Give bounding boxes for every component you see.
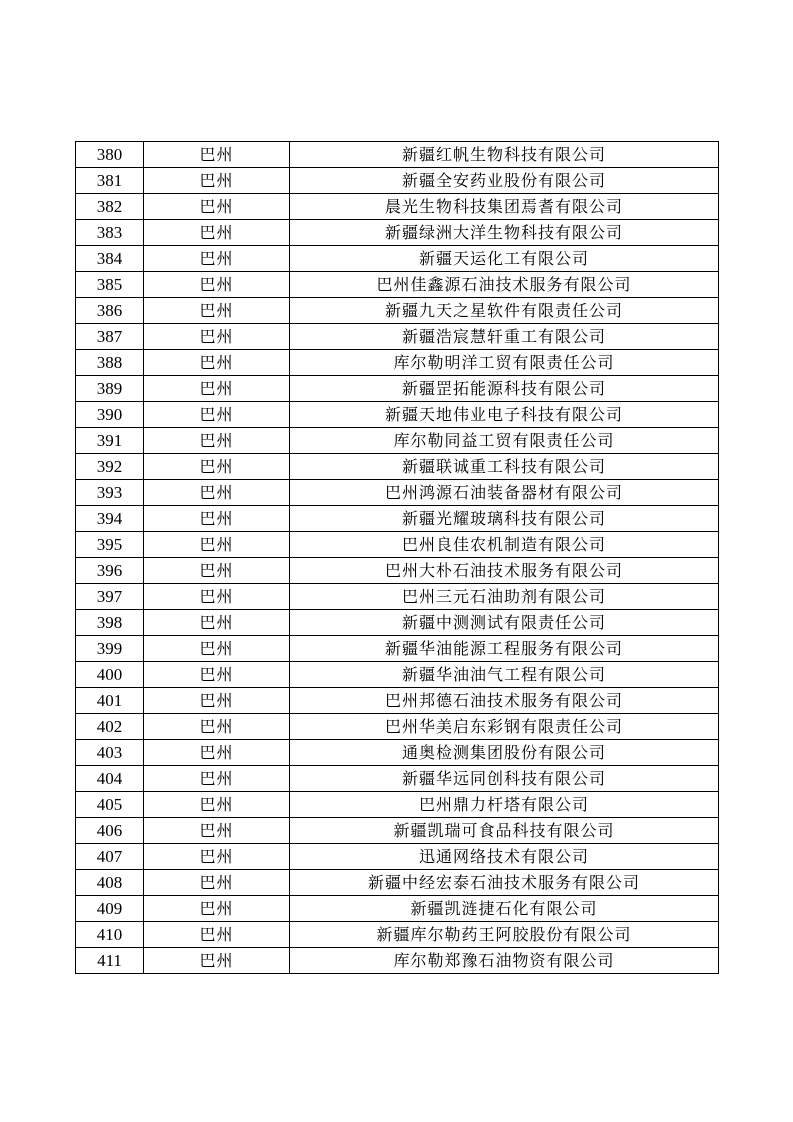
region-cell: 巴州 [144,922,290,948]
region-cell: 巴州 [144,636,290,662]
company-name-cell: 库尔勒郑豫石油物资有限公司 [290,948,719,974]
table-row [76,766,719,792]
region-cell: 巴州 [144,454,290,480]
row-number: 410 [76,922,144,948]
company-name-cell: 库尔勒同益工贸有限责任公司 [290,428,719,454]
row-number: 401 [76,688,144,714]
row-number: 384 [76,246,144,272]
row-number: 407 [76,844,144,870]
region-cell: 巴州 [144,246,290,272]
region-cell: 巴州 [144,740,290,766]
row-number: 387 [76,324,144,350]
region-cell: 巴州 [144,402,290,428]
table-body [76,142,719,974]
row-number: 383 [76,220,144,246]
row-number: 386 [76,298,144,324]
table-row [76,818,719,844]
table-row [76,220,719,246]
company-name-cell: 库尔勒明洋工贸有限责任公司 [290,350,719,376]
table-row [76,896,719,922]
table-row [76,610,719,636]
region-cell: 巴州 [144,480,290,506]
row-number: 403 [76,740,144,766]
company-list-table [75,141,719,974]
region-cell: 巴州 [144,558,290,584]
region-cell: 巴州 [144,818,290,844]
table-row [76,194,719,220]
row-number: 394 [76,506,144,532]
row-number: 381 [76,168,144,194]
row-number: 405 [76,792,144,818]
table-row [76,506,719,532]
region-cell: 巴州 [144,194,290,220]
company-name-cell: 新疆天地伟业电子科技有限公司 [290,402,719,428]
row-number: 402 [76,714,144,740]
region-cell: 巴州 [144,896,290,922]
table-row [76,636,719,662]
table-row [76,428,719,454]
company-name-cell: 巴州三元石油助剂有限公司 [290,584,719,610]
row-number: 388 [76,350,144,376]
company-name-cell: 新疆中测测试有限责任公司 [290,610,719,636]
company-name-cell: 巴州鼎力杆塔有限公司 [290,792,719,818]
row-number: 382 [76,194,144,220]
company-name-cell: 新疆红帆生物科技有限公司 [290,142,719,168]
region-cell: 巴州 [144,168,290,194]
table-row [76,844,719,870]
region-cell: 巴州 [144,532,290,558]
region-cell: 巴州 [144,584,290,610]
region-cell: 巴州 [144,220,290,246]
table-row [76,350,719,376]
row-number: 390 [76,402,144,428]
row-number: 392 [76,454,144,480]
row-number: 408 [76,870,144,896]
table-row [76,246,719,272]
table-row [76,168,719,194]
company-name-cell: 巴州佳鑫源石油技术服务有限公司 [290,272,719,298]
region-cell: 巴州 [144,428,290,454]
row-number: 385 [76,272,144,298]
table-row [76,714,719,740]
table-row [76,662,719,688]
company-name-cell: 新疆罡拓能源科技有限公司 [290,376,719,402]
region-cell: 巴州 [144,714,290,740]
company-name-cell: 通奥检测集团股份有限公司 [290,740,719,766]
row-number: 380 [76,142,144,168]
company-name-cell: 新疆浩宸慧轩重工有限公司 [290,324,719,350]
row-number: 389 [76,376,144,402]
company-name-cell: 巴州良佳农机制造有限公司 [290,532,719,558]
company-name-cell: 新疆光耀玻璃科技有限公司 [290,506,719,532]
company-name-cell: 新疆华远同创科技有限公司 [290,766,719,792]
table-row [76,922,719,948]
company-name-cell: 巴州华美启东彩钢有限责任公司 [290,714,719,740]
row-number: 411 [76,948,144,974]
company-name-cell: 新疆天运化工有限公司 [290,246,719,272]
table-row [76,480,719,506]
table-row [76,558,719,584]
table-row [76,948,719,974]
row-number: 406 [76,818,144,844]
region-cell: 巴州 [144,272,290,298]
table-row [76,584,719,610]
region-cell: 巴州 [144,142,290,168]
region-cell: 巴州 [144,792,290,818]
row-number: 393 [76,480,144,506]
row-number: 396 [76,558,144,584]
company-name-cell: 新疆全安药业股份有限公司 [290,168,719,194]
company-name-cell: 新疆中经宏泰石油技术服务有限公司 [290,870,719,896]
table-row [76,792,719,818]
region-cell: 巴州 [144,662,290,688]
region-cell: 巴州 [144,766,290,792]
company-name-cell: 新疆华油油气工程有限公司 [290,662,719,688]
row-number: 400 [76,662,144,688]
region-cell: 巴州 [144,688,290,714]
company-name-cell: 新疆库尔勒药王阿胶股份有限公司 [290,922,719,948]
region-cell: 巴州 [144,948,290,974]
table-row [76,532,719,558]
region-cell: 巴州 [144,324,290,350]
table-row [76,688,719,714]
region-cell: 巴州 [144,870,290,896]
row-number: 398 [76,610,144,636]
table-row [76,376,719,402]
row-number: 397 [76,584,144,610]
table-row [76,298,719,324]
table-row [76,402,719,428]
region-cell: 巴州 [144,610,290,636]
company-name-cell: 巴州鸿源石油装备器材有限公司 [290,480,719,506]
row-number: 399 [76,636,144,662]
region-cell: 巴州 [144,376,290,402]
region-cell: 巴州 [144,506,290,532]
table-row [76,272,719,298]
company-name-cell: 晨光生物科技集团焉耆有限公司 [290,194,719,220]
row-number: 395 [76,532,144,558]
table-row [76,142,719,168]
company-name-cell: 迅通网络技术有限公司 [290,844,719,870]
table-row [76,454,719,480]
row-number: 409 [76,896,144,922]
company-name-cell: 新疆凯瑞可食品科技有限公司 [290,818,719,844]
row-number: 391 [76,428,144,454]
region-cell: 巴州 [144,350,290,376]
company-name-cell: 新疆绿洲大洋生物科技有限公司 [290,220,719,246]
table-row [76,740,719,766]
region-cell: 巴州 [144,844,290,870]
company-name-cell: 新疆九天之星软件有限责任公司 [290,298,719,324]
company-name-cell: 新疆凯涟捷石化有限公司 [290,896,719,922]
company-name-cell: 巴州邦德石油技术服务有限公司 [290,688,719,714]
company-name-cell: 巴州大朴石油技术服务有限公司 [290,558,719,584]
company-name-cell: 新疆联诚重工科技有限公司 [290,454,719,480]
row-number: 404 [76,766,144,792]
table-row [76,870,719,896]
company-name-cell: 新疆华油能源工程服务有限公司 [290,636,719,662]
table-row [76,324,719,350]
region-cell: 巴州 [144,298,290,324]
